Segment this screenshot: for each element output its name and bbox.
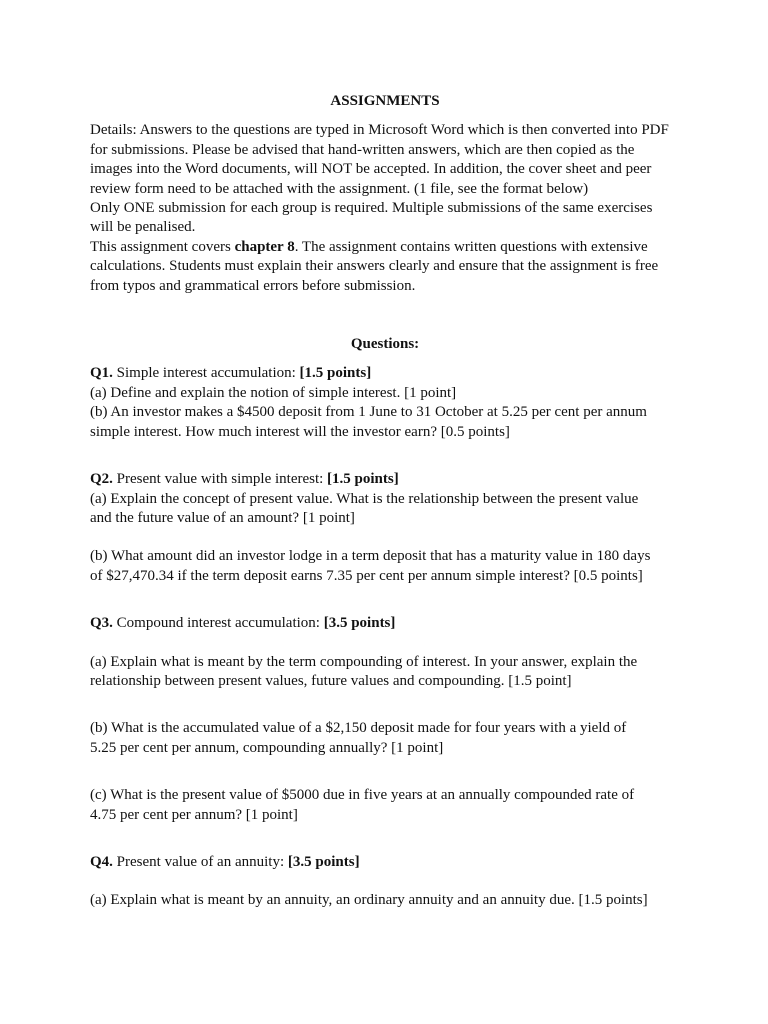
q1-number: Q1. [90, 365, 113, 382]
spacer [90, 872, 680, 891]
spacer [90, 442, 680, 470]
q4-number: Q4. [90, 853, 113, 870]
q3-part-b-line-2: 5.25 per cent per annum, compounding annually? [1 point] [90, 739, 444, 756]
q2-part-b-line-2: of $27,470.34 if the term deposit earns 7.35 per cent per annum simple interest? [0.5 points] [90, 567, 643, 584]
spacer [90, 354, 680, 364]
details-section [90, 121, 680, 296]
spacer [90, 825, 680, 853]
q2-part-a-line-1: (a) Explain the concept of present value. What is the relationship between the present value [90, 490, 639, 507]
q3-part-c-line-1: (c) What is the present value of $5000 due in five years at an annually compounded rate of [90, 787, 635, 804]
spacer [90, 758, 680, 786]
q2-part-b-line-1: (b) What amount did an investor lodge in a term deposit that has a maturity value in 180 days [90, 548, 651, 565]
q2-title: Present value with simple interest: [112, 471, 328, 488]
q4-part-a: (a) Explain what is meant by an annuity, an ordinary annuity and an annuity due. [1.5 points] [90, 892, 648, 909]
q3-part-b-line-1: (b) What is the accumulated value of a $2,150 deposit made for four years with a yield of [90, 720, 627, 737]
q4-title: Present value of an annuity: [112, 853, 288, 870]
q4-points: [3.5 points] [287, 853, 360, 870]
q2-number: Q2. [90, 471, 113, 488]
details-line-1: Details: Answers to the questions are typed in Microsoft Word which is then converted into PDF [90, 122, 669, 139]
question-1 [90, 364, 680, 442]
q1-title: Simple interest accumulation: [112, 365, 300, 382]
q2-part-a-line-2: and the future value of an amount? [1 point] [90, 509, 355, 526]
covers-prefix: This assignment covers [90, 238, 235, 255]
q2-heading [90, 470, 680, 489]
question-2 [90, 470, 680, 586]
spacer [90, 634, 680, 653]
details-line-2: for submissions. Please be advised that hand-written answers, which are then copied as the [90, 141, 635, 158]
questions-heading: Questions: [350, 336, 420, 353]
details-line-8: calculations. Students must explain their answers clearly and ensure that the assignment is free [90, 258, 659, 275]
q3-part-c-line-2: 4.75 per cent per annum? [1 point] [90, 806, 298, 823]
details-covers-line [90, 238, 680, 257]
q3-number: Q3. [90, 615, 113, 632]
q4-heading [90, 853, 680, 872]
details-line-4: review form need to be attached with the assignment. (1 file, see the format below) [90, 180, 589, 197]
covers-suffix: . The assignment contains written questions with extensive [294, 238, 648, 255]
question-3 [90, 614, 680, 825]
q1-part-b-line-2: simple interest. How much interest will the investor earn? [0.5 points] [90, 423, 510, 440]
covers-chapter: chapter 8 [234, 238, 295, 255]
details-line-6: will be penalised. [90, 219, 196, 236]
q1-part-a: (a) Define and explain the notion of simple interest. [1 point] [90, 384, 457, 401]
document-page [90, 92, 680, 911]
document-title: ASSIGNMENTS [330, 93, 440, 109]
q3-part-a-line-2: relationship between present values, future values and compounding. [1.5 point] [90, 672, 572, 689]
q3-part-a-line-1: (a) Explain what is meant by the term compounding of interest. In your answer, explain the [90, 653, 638, 670]
details-line-5: Only ONE submission for each group is required. Multiple submissions of the same exercises [90, 200, 653, 217]
q1-part-b-line-1: (b) An investor makes a $4500 deposit from 1 June to 31 October at 5.25 per cent per annum [90, 404, 647, 421]
q3-points: [3.5 points] [323, 615, 396, 632]
q1-points: [1.5 points] [299, 365, 372, 382]
details-line-9: from typos and grammatical errors before submission. [90, 277, 416, 294]
details-line-3: images into the Word documents, will NOT be accepted. In addition, the cover sheet and peer [90, 161, 652, 178]
q2-points: [1.5 points] [327, 471, 399, 488]
spacer [90, 528, 680, 547]
question-4 [90, 853, 680, 911]
q3-heading [90, 614, 680, 633]
spacer [90, 691, 680, 719]
spacer [90, 296, 680, 335]
spacer [90, 586, 680, 614]
q1-heading [90, 364, 680, 383]
q3-title: Compound interest accumulation: [112, 615, 324, 632]
